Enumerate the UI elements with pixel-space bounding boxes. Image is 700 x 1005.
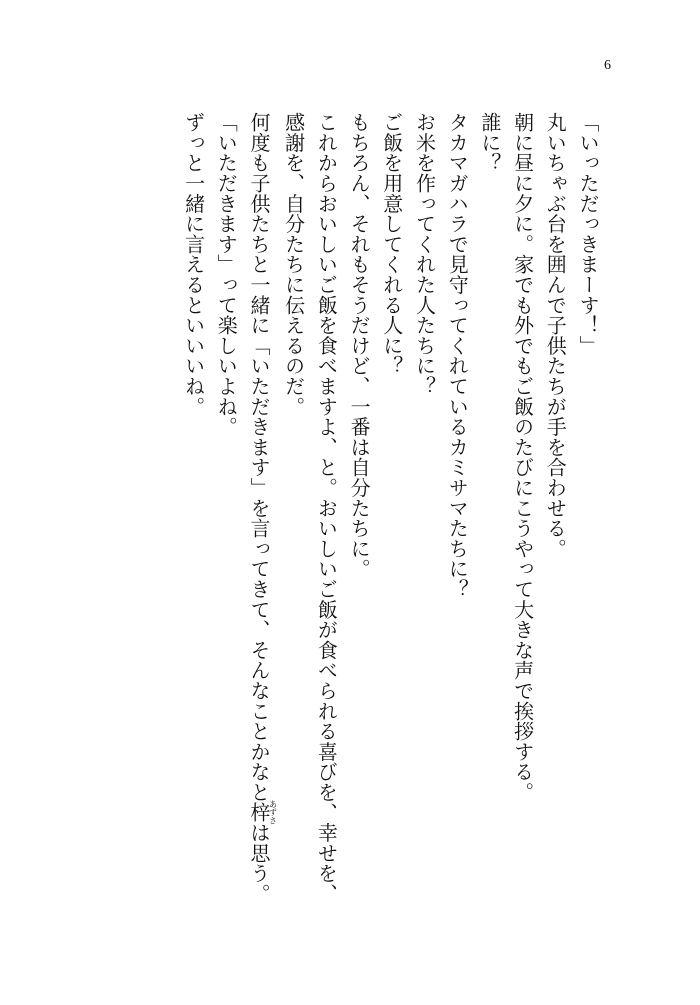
- text-line: 感謝を、自分たちに伝えるのだ。: [281, 112, 306, 417]
- text-line: お米を作ってくれた人たちに？: [412, 112, 437, 397]
- text-line: 朝に昼に夕に。家でも外でもご飯のたびにこうやって大きな声で挨拶する。: [510, 112, 535, 803]
- text-line: 「いただきます」って楽しいよね。: [214, 112, 239, 437]
- text-line: 誰に？: [477, 112, 502, 173]
- page-number: 6: [604, 58, 611, 73]
- text-line: 丸いちゃぶ台を囲んで子供たちが手を合わせる。: [543, 112, 568, 559]
- text-line: ご飯を用意してくれる人に？: [379, 112, 404, 376]
- ruby-base: 梓: [246, 799, 271, 825]
- text-line: 「いっただっきまーす！」: [576, 112, 600, 356]
- text-line-with-ruby: [242, 112, 277, 952]
- ruby-name: [246, 799, 278, 825]
- text-line: タカマガハラで見守ってくれているカミサマたちに？: [445, 112, 470, 600]
- text-line: ずっと一緒に言えるといいいね。: [181, 112, 206, 417]
- text-line: これからおいしいご飯を食べますよ、と。おいしいご飯が食べられる喜びを、幸せを、: [314, 112, 339, 904]
- text-line-segment: 何度も子供たちと一緒に「いただきます」を言ってきて、そんなことかなと: [246, 112, 271, 803]
- vertical-text-body: [177, 112, 604, 952]
- text-line-tail: は思う。: [246, 822, 271, 904]
- text-line: もちろん、それもそうだけど、一番は自分たちに。: [347, 112, 372, 579]
- ruby-reading: あずさ: [268, 799, 278, 825]
